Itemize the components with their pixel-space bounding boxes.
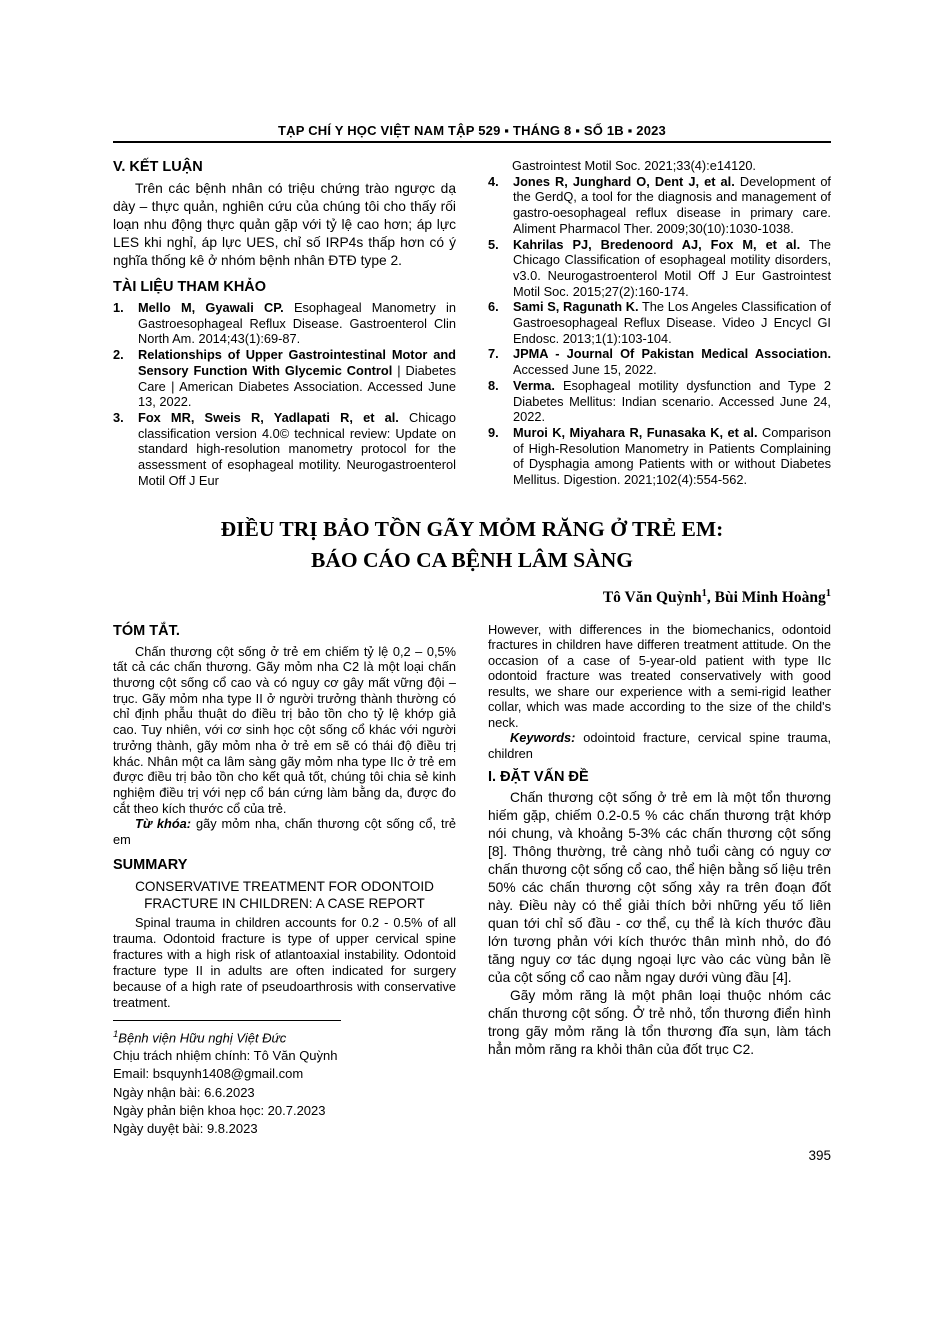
author-name: Bùi Minh Hoàng	[714, 589, 826, 607]
author-superscript: 1	[701, 588, 707, 600]
article-title-line1: ĐIỀU TRỊ BẢO TỒN GÃY MỎM RĂNG Ở TRẺ EM:	[220, 517, 724, 542]
footnote-line: Email: bsquynh1408@gmail.com	[113, 1066, 304, 1082]
reference-number: 8.	[488, 377, 499, 393]
reference-text: Development of the GerdQ, a tool for the diagnosis and management of gastro-oesophageal reflux disease in primary care. Aliment Pharmacol Ther. 2009;30(10):1030-1038.	[513, 173, 831, 236]
article2-right-column	[488, 622, 831, 1139]
reference-number: 1.	[113, 300, 124, 315]
article-title-line2: BÁO CÁO CA BỆNH LÂM SÀNG	[311, 548, 633, 573]
reference-number: 9.	[488, 424, 499, 440]
conclusion-heading: V. KẾT LUẬN	[113, 159, 203, 175]
article1-columns	[113, 158, 831, 488]
reference-text: The Los Angeles Classification of Gastroesophageal Reflux Disease. Video J Encycl GI Endosc. 2013;1(1):103-104.	[513, 299, 831, 346]
intro-paragraph-2: Gãy mỏm răng là một phân loại thuộc nhóm các chấn thương cột sống. Ở trẻ nhỏ, tổn thương điển hình trong gãy mỏm răng là tổn thương đĩa sụn, làm tách hẳn mỏm răng ra khỏi thân của đốt trục C2.	[488, 988, 831, 1058]
keywords-label: Từ khóa:	[135, 816, 192, 832]
abstract-keywords	[113, 816, 456, 847]
reference-text: The Chicago Classification of esophageal motility disorders, v3.0. Neurogastroenterol Motil Off J Eur Gastrointest Motil Soc. 2015;27(2):160-174.	[513, 236, 831, 299]
affiliation-text: Bệnh viện Hữu nghị Việt Đức	[118, 1030, 287, 1046]
intro-heading: I. ĐẶT VẤN ĐỀ	[488, 769, 589, 786]
summary-subtitle	[113, 878, 456, 913]
page-number: 395	[808, 1148, 831, 1163]
footnote-line: Chịu trách nhiệm chính: Tô Văn Quỳnh	[113, 1048, 338, 1064]
reference-carryover: Gastrointest Motil Soc. 2021;33(4):e14120.	[512, 158, 756, 173]
references-heading: TÀI LIỆU THAM KHẢO	[113, 279, 267, 295]
abstract-heading: TÓM TẮT.	[113, 622, 180, 639]
reference-text: Accessed June 15, 2022.	[513, 362, 657, 378]
reference-text: Comparison of High-Resolution Manometry in Patients Complaining of Dysphagia among Patients with or without Diabetes Mellitus. Digestion. 2021;102(4):554-562.	[513, 424, 831, 488]
reference-authors: Relationships of Upper Gastrointestinal Motor and Sensory Function With Glycemic Control	[138, 347, 456, 378]
footnote-line: Ngày nhận bài: 6.6.2023	[113, 1084, 255, 1100]
reference-number: 2.	[113, 347, 124, 363]
reference-authors: Jones R, Junghard O, Dent J, et al.	[513, 173, 735, 189]
article2-columns	[113, 622, 831, 1139]
conclusion-paragraph: Trên các bệnh nhân có triệu chứng trào ngược dạ dày – thực quản, nghiên cứu của chúng tôi cho thấy rối loạn nhu động thực quản gặp với tỷ lệ cao hơn; áp lực LES khi nghỉ, áp lực UES, chỉ số IRP4s thấp hơn có ý nghĩa thống kê ở nhóm bệnh nhân ĐTĐ type 2.	[113, 181, 456, 268]
reference-item	[488, 378, 831, 425]
footnote-rule	[113, 1020, 341, 1021]
reference-item	[113, 300, 456, 347]
reference-authors: Verma.	[513, 377, 555, 393]
footnote-affiliation	[113, 1026, 456, 1048]
reference-text: Esophageal motility dysfunction and Type 2 Diabetes Mellitus: Indian scenario. Accessed June 24, 2022.	[513, 377, 831, 425]
header-rule	[113, 141, 831, 143]
summary-subtitle-line2: FRACTURE IN CHILDREN: A CASE REPORT	[144, 896, 425, 912]
author-name: Tô Văn Quỳnh	[602, 589, 702, 607]
reference-authors: Fox MR, Sweis R, Yadlapati R, et al.	[138, 409, 399, 425]
reference-authors: Mello M, Gyawali CP.	[138, 300, 284, 315]
reference-number: 5.	[488, 236, 499, 252]
reference-text: Esophageal Manometry in Gastroesophageal Reflux Disease. Gastroenterol Clin North Am. 2014;43(1):69-87.	[138, 300, 456, 347]
reference-item	[488, 425, 831, 488]
reference-authors: Kahrilas PJ, Bredenoord AJ, Fox M, et al.	[513, 236, 801, 252]
article2-left-column	[113, 622, 456, 1139]
reference-item	[113, 347, 456, 410]
keywords-label: Keywords:	[510, 730, 576, 746]
author-separator: ,	[706, 589, 715, 607]
reference-text: Chicago classification version 4.0© technical review: Update on standard high-resolution manometry protocol for the assessment of esophageal motility. Neurogastroenterol Motil Off J Eur	[138, 409, 457, 488]
reference-number: 4.	[488, 173, 499, 189]
summary-heading: SUMMARY	[113, 856, 188, 873]
reference-number: 7.	[488, 346, 499, 362]
keywords-text: gãy mỏm nha, chấn thương cột sống cổ, trẻ em	[113, 816, 456, 848]
page-header	[113, 123, 831, 143]
reference-number: 6.	[488, 299, 499, 315]
affiliation-superscript: 1	[113, 1028, 119, 1040]
article1-right-column	[488, 158, 831, 488]
reference-authors: JPMA - Journal Of Pakistan Medical Association.	[513, 346, 831, 362]
summary-keywords	[488, 730, 831, 761]
keywords-text: odointoid fracture, cervical spine trauma, children	[488, 730, 831, 761]
reference-item	[488, 299, 831, 346]
reference-item	[488, 174, 831, 237]
reference-number: 3.	[113, 409, 124, 425]
authors-line	[113, 588, 831, 607]
reference-authors: Muroi K, Miyahara R, Funasaka K, et al.	[513, 424, 758, 440]
reference-item	[488, 237, 831, 300]
summary-subtitle-line1: CONSERVATIVE TREATMENT FOR ODONTOID	[135, 878, 434, 894]
summary-paragraph-right: However, with differences in the biomechanics, odontoid fractures in children have differen treatment attitude. On the occasion of a case of 5-year-old patient with type IIc odontoid fracture was treated conservatively with good results, we share our experience with a semi-rigid leather collar, which was made according to the size of the child's neck.	[488, 621, 831, 730]
reference-authors: Sami S, Ragunath K.	[513, 299, 639, 315]
journal-header-line: TẠP CHÍ Y HỌC VIỆT NAM TẬP 529 ▪ THÁNG 8 ▪ SỐ 1B ▪ 2023	[278, 123, 666, 138]
abstract-paragraph: Chấn thương cột sống ở trẻ em chiếm tỷ lệ 0,2 – 0,5% tất cả các chấn thương. Gãy mỏm nha C2 là một loại chấn thương cột sống cổ cao và có nguy cơ gây mất vững đội – trục. Gãy mỏm nha type II ở người trưởng thành thường có chỉ định phẫu thuật do điều trị bảo tồn cho tỷ lệ khớp giả cao. Tuy nhiên, với cơ sinh học cột sống cổ khác với người trưởng thành, gãy mỏm nha ở trẻ em sẽ có thái độ điều trị khác. Nhân một ca lâm sàng gãy mỏm nha type IIc ở trẻ em được điều trị bảo tồn cho kết quả tốt, chúng tôi chia sẻ kinh nghiệm điều trị với nẹp cổ bán cứng làm bằng da, được đo cắt theo kích thước cổ của trẻ.	[113, 643, 456, 816]
footnote-line: Ngày duyệt bài: 9.8.2023	[113, 1121, 258, 1137]
reference-text: | Diabetes Care | American Diabetes Association. Accessed June 13, 2022.	[138, 362, 456, 410]
author-superscript: 1	[825, 588, 831, 600]
article2-title-block	[113, 514, 831, 607]
footnote-line: Ngày phản biện khoa học: 20.7.2023	[113, 1102, 326, 1118]
article1-left-column	[113, 158, 456, 488]
reference-item	[488, 346, 831, 377]
reference-item	[113, 410, 456, 489]
summary-paragraph-left: Spinal trauma in children accounts for 0.2 - 0.5% of all trauma. Odontoid fracture is type of upper cervical spine fractures with a high risk of atlantoaxial instability. Odontoid fracture type II in adults are often indicated for surgery because of a high rate of pseudoarthrosis with conservative treatment.	[113, 914, 456, 1010]
intro-paragraph-1: Chấn thương cột sống ở trẻ em là một tổn thương hiếm gặp, chiếm 0.2-0.5 % các chấn thương trật khớp nói chung, và khoảng 5-3% các chấn thương cột sống [8]. Thông thường, trẻ càng nhỏ tuổi càng có nguy cơ chấn thương cột sống cổ cao, thể hiện bằng số liệu trên 50% các chấn thương cột sống xảy ra trên đoạn đốt này. Điều này có thể giải thích bởi những yếu tố liên quan tới chỉ số đầu - cơ thể, cụ thể là kích thước đầu lớn tương phản với kích thước thân mình nhỏ, do đó tăng nguy cơ tác dụng ngoại lực vào các vùng bản lề của cột sống cổ cao nằm ngay dưới vùng đầu [4].	[488, 790, 831, 986]
footnote-block	[113, 1020, 456, 1139]
